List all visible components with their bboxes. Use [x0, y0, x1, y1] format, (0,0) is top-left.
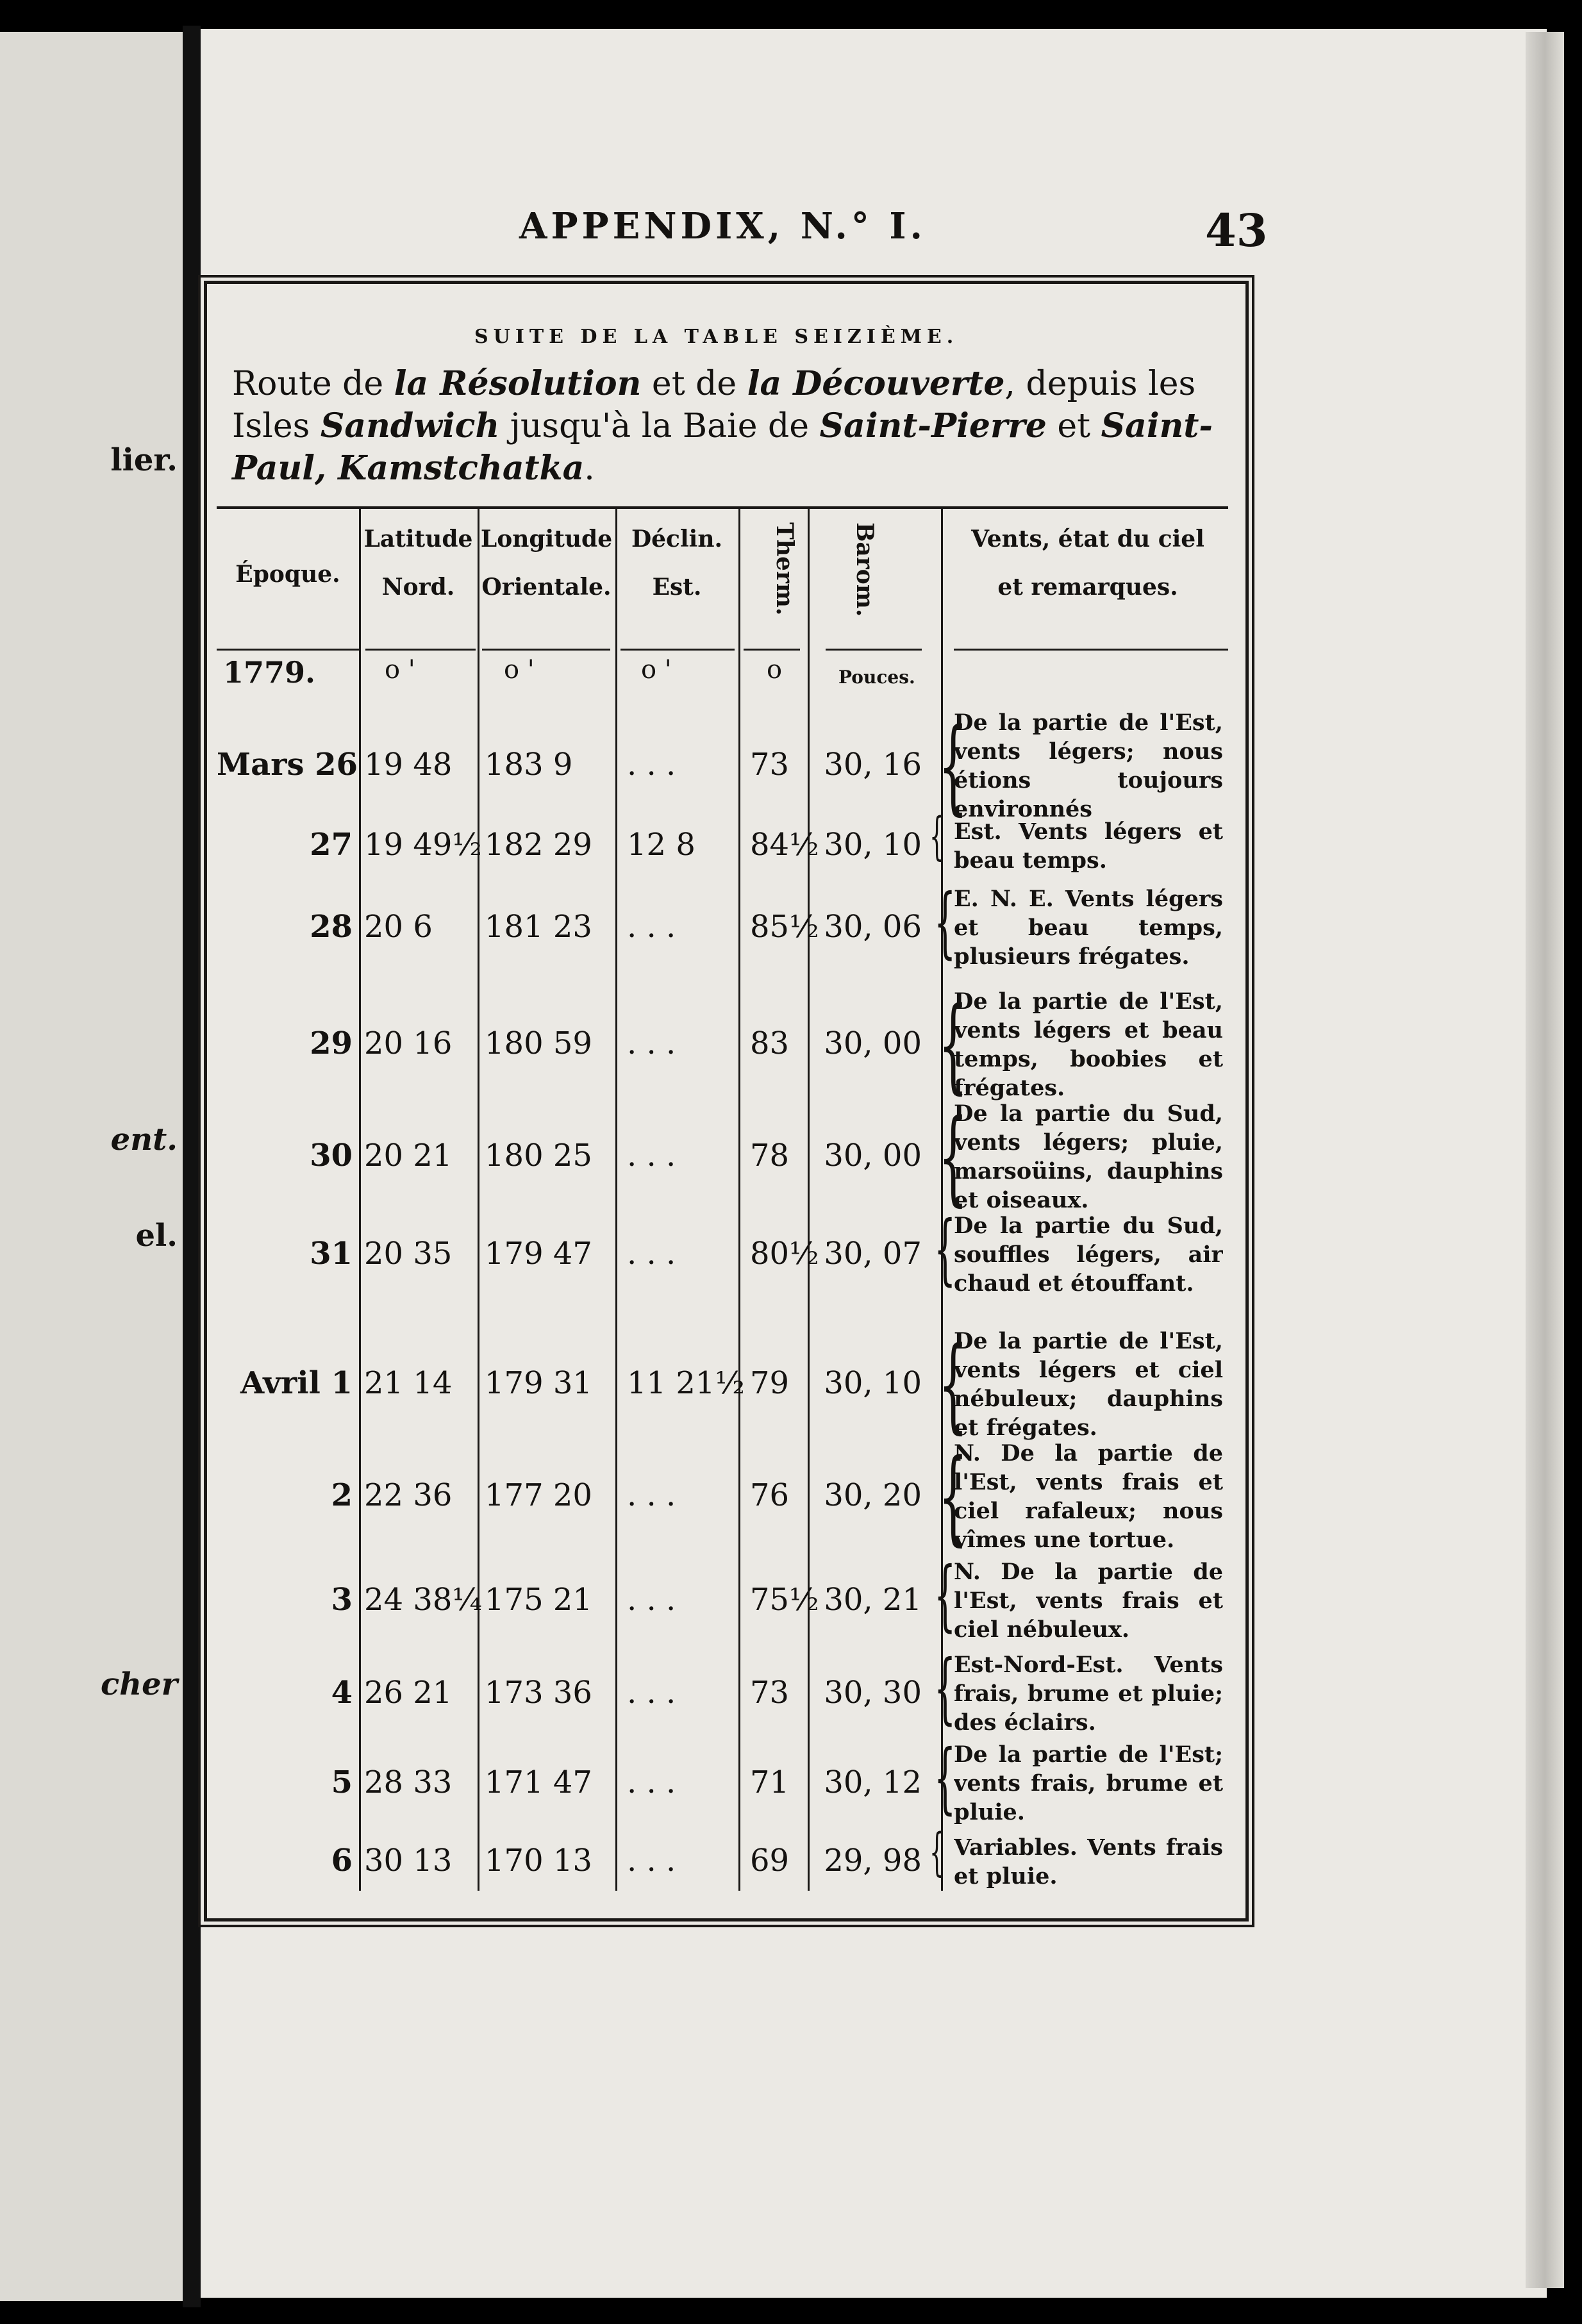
cell-remark: Est. Vents légers et beau temps. — [954, 818, 1223, 874]
column-rule — [359, 506, 361, 1891]
cell-decl: . . . — [627, 1764, 676, 1800]
cell-decl: . . . — [627, 747, 676, 783]
cell-epoque: 2 — [331, 1477, 353, 1513]
cell-remark: N. De la partie de l'Est, vents frais et ciel rafaleux; nous vîmes une tortue. — [954, 1440, 1223, 1553]
cell-lon: 175 21 — [485, 1581, 592, 1618]
header-rule — [365, 649, 476, 651]
col-header-vents-sub: et remarques. — [997, 574, 1178, 601]
cell-decl: . . . — [627, 1235, 676, 1272]
facing-page-fragment: ent. — [110, 1122, 178, 1158]
cell-barom: 30, 10 — [824, 1365, 922, 1401]
cell-remark: De la partie du Sud, souffles légers, air chaud et étouffant. — [954, 1213, 1223, 1297]
col-header-epoque: Époque. — [235, 561, 340, 588]
cell-decl: . . . — [627, 1843, 676, 1879]
unit-lat: o ' — [385, 655, 415, 685]
cell-epoque: 5 — [331, 1764, 353, 1800]
title-part: Saint-Pierre — [819, 406, 1047, 445]
data-table — [217, 506, 1228, 1891]
cell-therm: 78 — [750, 1138, 790, 1174]
title-part: , depuis les Isles — [232, 365, 1196, 445]
column-rule — [615, 506, 617, 1891]
column-rule — [478, 506, 479, 1891]
header-rule — [954, 649, 1228, 651]
brace-mark: { — [933, 1644, 956, 1733]
title-part: et — [1046, 407, 1101, 445]
cell-therm: 71 — [750, 1764, 790, 1800]
cell-lon: 180 59 — [485, 1025, 592, 1061]
cell-remark: Est-Nord-Est. Vents frais, brume et pluie; des éclairs. — [954, 1652, 1223, 1736]
title-part: Route de — [232, 365, 394, 403]
cell-decl: 12 8 — [627, 827, 695, 863]
cell-barom: 30, 00 — [824, 1138, 922, 1174]
header-rule — [620, 649, 735, 651]
cell-lon: 179 31 — [485, 1365, 592, 1401]
cell-decl: . . . — [627, 1477, 676, 1513]
brace-mark: { — [933, 1734, 956, 1823]
cell-lon: 177 20 — [485, 1477, 592, 1513]
cell-therm: 79 — [750, 1365, 790, 1401]
facing-page-strip — [0, 32, 183, 2301]
unit-barom: Pouces. — [838, 667, 915, 688]
title-part: jusqu'à la Baie de — [499, 407, 820, 445]
facing-page-fragment: el. — [135, 1218, 178, 1254]
col-header-latitude-sub: Nord. — [381, 574, 455, 601]
cell-lat: 26 21 — [364, 1674, 453, 1711]
cell-lat: 20 6 — [364, 908, 433, 945]
brace-mark: { — [938, 1324, 968, 1444]
facing-page-fragment: cher — [101, 1666, 178, 1702]
brace-mark: { — [938, 706, 968, 826]
cell-decl: . . . — [627, 1581, 676, 1618]
cell-barom: 29, 98 — [824, 1843, 922, 1879]
cell-lat: 30 13 — [364, 1843, 453, 1879]
cell-lon: 170 13 — [485, 1843, 592, 1879]
cell-remark: N. De la partie de l'Est, vents frais et ciel nébuleux. — [954, 1559, 1223, 1643]
cell-decl: . . . — [627, 1674, 676, 1711]
brace-mark: { — [938, 1097, 968, 1216]
cell-barom: 30, 06 — [824, 908, 922, 945]
cell-epoque: 30 — [310, 1138, 353, 1174]
cell-lon: 181 23 — [485, 908, 592, 945]
facing-page-fragment: lier. — [110, 442, 178, 478]
cell-barom: 30, 12 — [824, 1764, 922, 1800]
unit-decl: o ' — [641, 655, 672, 685]
title-part: la Découverte — [747, 364, 1005, 403]
brace-mark: { — [929, 1822, 944, 1882]
cell-therm: 73 — [750, 1674, 790, 1711]
book-gutter — [183, 26, 201, 2307]
table-title — [232, 363, 1222, 490]
cell-lat: 20 21 — [364, 1138, 453, 1174]
table-caption: SUITE DE LA TABLE SEIZIÈME. — [474, 326, 959, 348]
column-rule — [808, 506, 810, 1891]
cell-lat: 20 35 — [364, 1235, 453, 1272]
cell-lat: 24 38¼ — [364, 1581, 482, 1618]
brace-mark: { — [929, 806, 944, 866]
cell-epoque: 27 — [310, 827, 353, 863]
cell-barom: 30, 21 — [824, 1581, 922, 1618]
col-header-declination: Déclin. — [631, 526, 723, 552]
title-part: Sandwich — [320, 406, 500, 445]
brace-mark: { — [933, 1551, 956, 1640]
cell-lat: 20 16 — [364, 1025, 453, 1061]
cell-barom: 30, 07 — [824, 1235, 922, 1272]
cell-decl: 11 21½ — [627, 1365, 745, 1401]
cell-therm: 73 — [750, 747, 790, 783]
col-header-longitude: Longitude — [480, 526, 613, 552]
col-header-barom: Barom. — [851, 522, 878, 617]
cell-lon: 180 25 — [485, 1138, 592, 1174]
unit-lon: o ' — [504, 655, 535, 685]
cell-lon: 183 9 — [485, 747, 573, 783]
cell-remark: De la partie de l'Est, vents légers et beau temps, boobies et frégates. — [954, 988, 1223, 1101]
cell-barom: 30, 30 — [824, 1674, 922, 1711]
header-rule — [826, 649, 922, 651]
cell-remark: Variables. Vents frais et pluie. — [954, 1834, 1223, 1889]
cell-therm: 76 — [750, 1477, 790, 1513]
cell-epoque: Mars 26 — [217, 747, 358, 783]
cell-lat: 19 49½ — [364, 827, 482, 863]
cell-barom: 30, 00 — [824, 1025, 922, 1061]
running-title: APPENDIX, N.° I. — [519, 205, 927, 247]
year-label: 1779. — [223, 655, 316, 690]
title-part: . — [584, 449, 595, 488]
cell-lat: 21 14 — [364, 1365, 453, 1401]
cell-therm: 85½ — [750, 908, 819, 945]
cell-therm: 83 — [750, 1025, 790, 1061]
cell-remark: De la partie de l'Est; vents frais, brume et pluie. — [954, 1741, 1223, 1825]
cell-decl: . . . — [627, 908, 676, 945]
cell-remark: De la partie de l'Est, vents légers; nous étions toujours environnés — [954, 710, 1223, 822]
cell-epoque: 3 — [331, 1581, 353, 1618]
title-part: la Résolution — [394, 364, 642, 403]
cell-epoque: Avril 1 — [240, 1365, 353, 1401]
cell-remark: De la partie de l'Est, vents légers et ciel nébuleux; dauphins et frégates. — [954, 1328, 1223, 1441]
header-rule — [217, 649, 359, 651]
brace-mark: { — [933, 1205, 956, 1294]
cell-decl: . . . — [627, 1025, 676, 1061]
cell-epoque: 4 — [331, 1674, 353, 1711]
brace-mark: { — [938, 1436, 968, 1556]
cell-remark: De la partie du Sud, vents légers; pluie, marsoüins, dauphins et oiseaux. — [954, 1100, 1223, 1213]
header-rule — [744, 649, 800, 651]
page-edge — [1526, 32, 1564, 2288]
col-header-declination-sub: Est. — [652, 574, 702, 601]
cell-lat: 19 48 — [364, 747, 453, 783]
cell-barom: 30, 16 — [824, 747, 922, 783]
cell-barom: 30, 10 — [824, 827, 922, 863]
cell-therm: 80½ — [750, 1235, 819, 1272]
page-number: 43 — [1205, 204, 1268, 257]
title-part: et de — [641, 365, 747, 403]
title-part: Saint-Paul, Kamstchatka — [232, 406, 1213, 488]
table-top-rule — [217, 506, 1228, 509]
cell-remark: E. N. E. Vents légers et beau temps, plusieurs frégates. — [954, 886, 1223, 970]
cell-lat: 28 33 — [364, 1764, 453, 1800]
col-header-latitude: Latitude — [363, 526, 473, 552]
cell-epoque: 31 — [310, 1235, 353, 1272]
cell-epoque: 28 — [310, 908, 353, 945]
cell-lon: 173 36 — [485, 1674, 592, 1711]
header-rule — [482, 649, 610, 651]
cell-decl: . . . — [627, 1138, 676, 1174]
unit-therm: o — [767, 655, 783, 685]
cell-lon: 171 47 — [485, 1764, 592, 1800]
cell-therm: 69 — [750, 1843, 790, 1879]
cell-epoque: 29 — [310, 1025, 353, 1061]
cell-therm: 84½ — [750, 827, 819, 863]
brace-mark: { — [933, 878, 956, 967]
col-header-therm: Therm. — [771, 522, 798, 616]
cell-lon: 179 47 — [485, 1235, 592, 1272]
column-rule — [738, 506, 740, 1891]
cell-therm: 75½ — [750, 1581, 819, 1618]
cell-lat: 22 36 — [364, 1477, 453, 1513]
col-header-longitude-sub: Orientale. — [481, 574, 612, 601]
cell-epoque: 6 — [331, 1843, 353, 1879]
brace-mark: { — [938, 984, 968, 1104]
cell-lon: 182 29 — [485, 827, 592, 863]
col-header-vents: Vents, état du ciel — [971, 526, 1204, 552]
cell-barom: 30, 20 — [824, 1477, 922, 1513]
